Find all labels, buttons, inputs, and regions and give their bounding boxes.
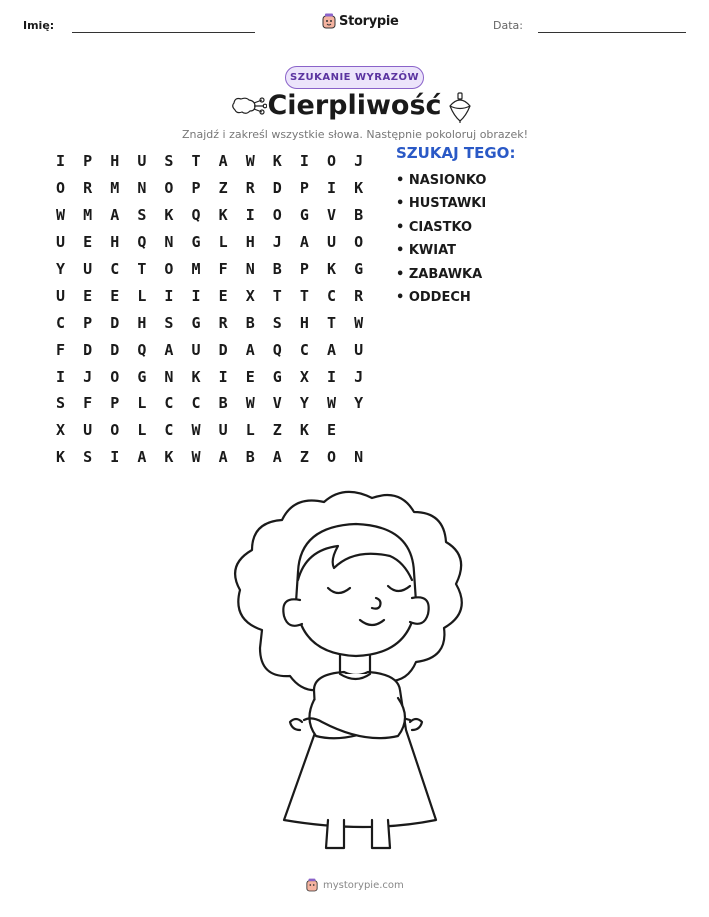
name-label: Imię: (23, 19, 55, 32)
grid-cell[interactable]: Q (272, 340, 282, 359)
grid-cell[interactable]: O (110, 367, 120, 386)
grid-cell[interactable]: J (83, 367, 93, 386)
grid-cell[interactable]: E (110, 286, 120, 305)
grid-cell[interactable]: V (272, 394, 282, 413)
grid-cell[interactable]: J (272, 233, 282, 252)
grid-cell[interactable]: Z (272, 421, 282, 440)
grid-cell[interactable]: D (218, 340, 228, 359)
grid-cell[interactable]: M (191, 260, 201, 278)
grid-cell[interactable]: C (164, 421, 174, 440)
storypie-logo-icon (322, 13, 336, 29)
word-item: • KWIAT (396, 243, 457, 259)
grid-cell[interactable]: B (245, 448, 255, 467)
grid-cell[interactable]: P (299, 179, 309, 198)
grid-cell[interactable]: I (164, 286, 174, 305)
grid-cell[interactable]: N (354, 448, 364, 467)
footer (306, 878, 404, 892)
grid-cell[interactable]: S (56, 394, 66, 413)
grid-cell[interactable]: D (272, 179, 282, 198)
grid-cell[interactable]: Y (299, 394, 309, 413)
grid-cell[interactable]: J (354, 152, 364, 171)
word-search-grid[interactable] (47, 148, 372, 471)
grid-cell[interactable]: K (191, 367, 201, 386)
grid-cell[interactable]: S (83, 448, 93, 467)
grid-cell[interactable]: X (56, 421, 66, 440)
grid-cell[interactable]: H (245, 233, 255, 252)
grid-cell[interactable]: A (272, 448, 282, 467)
grid-cell[interactable]: I (326, 179, 336, 198)
grid-cell[interactable]: E (245, 367, 255, 386)
grid-row (47, 336, 372, 363)
grid-row (47, 229, 372, 256)
grid-cell[interactable]: H (110, 152, 120, 171)
grid-cell[interactable]: F (56, 340, 66, 359)
grid-cell[interactable]: T (299, 286, 309, 305)
grid-cell[interactable]: P (83, 313, 93, 332)
grid-row (47, 390, 372, 417)
grid-cell[interactable]: J (354, 367, 364, 386)
grid-cell[interactable]: G (191, 233, 201, 252)
grid-cell[interactable]: Q (137, 233, 147, 252)
grid-cell[interactable]: L (218, 233, 228, 252)
grid-cell[interactable]: K (272, 152, 282, 171)
name-line[interactable] (72, 32, 255, 33)
grid-cell[interactable]: R (245, 179, 255, 198)
grid-cell[interactable]: A (326, 340, 336, 359)
grid-cell[interactable]: U (326, 233, 336, 252)
grid-cell[interactable]: I (191, 286, 201, 305)
grid-cell[interactable]: R (354, 286, 364, 305)
grid-cell[interactable]: K (164, 448, 174, 467)
grid-cell[interactable]: G (299, 206, 309, 225)
grid-cell[interactable]: L (137, 421, 147, 440)
grid-cell[interactable]: U (354, 340, 364, 359)
word-item: • HUSTAWKI (396, 196, 487, 212)
grid-cell[interactable]: F (83, 394, 93, 413)
grid-cell[interactable]: O (110, 421, 120, 440)
grid-cell[interactable]: I (56, 367, 66, 386)
grid-cell[interactable]: O (326, 448, 336, 467)
grid-row (47, 148, 372, 175)
instructions: Znajdź i zakreśl wszystkie słowa. Następnie pokoloruj obrazek! (182, 128, 528, 141)
grid-cell[interactable]: L (245, 421, 255, 440)
grid-cell[interactable]: S (164, 313, 174, 332)
grid-cell[interactable]: N (164, 233, 174, 252)
grid-cell[interactable]: K (56, 448, 66, 467)
grid-row (47, 202, 372, 229)
grid-cell[interactable]: L (137, 286, 147, 305)
grid-cell[interactable]: O (326, 152, 336, 171)
grid-row (47, 282, 372, 309)
grid-cell[interactable]: H (299, 313, 309, 332)
grid-cell[interactable]: S (137, 206, 147, 225)
grid-cell[interactable]: D (110, 313, 120, 332)
grid-row (47, 175, 372, 202)
grid-cell[interactable]: F (218, 260, 228, 278)
grid-cell[interactable]: I (299, 152, 309, 171)
wordlist-title: SZUKAJ TEGO: (396, 144, 516, 162)
grid-cell[interactable]: W (191, 448, 201, 467)
grid-cell[interactable]: G (354, 260, 364, 278)
grid-cell[interactable]: W (326, 394, 336, 413)
grid-cell[interactable]: G (137, 367, 147, 386)
grid-cell[interactable]: C (299, 340, 309, 359)
grid-cell[interactable]: W (245, 152, 255, 171)
grid-cell[interactable]: K (218, 206, 228, 225)
grid-cell[interactable]: G (191, 313, 201, 332)
footer-url[interactable]: mystorypie.com (323, 879, 404, 891)
grid-cell[interactable]: B (354, 206, 364, 225)
grid-cell[interactable]: X (299, 367, 309, 386)
grid-cell[interactable]: B (245, 313, 255, 332)
grid-cell[interactable]: C (191, 394, 201, 413)
grid-cell[interactable]: U (83, 260, 93, 278)
date-line[interactable] (538, 32, 686, 33)
grid-cell[interactable]: O (354, 233, 364, 252)
grid-cell[interactable]: W (354, 313, 364, 332)
grid-row (47, 417, 372, 444)
grid-cell[interactable]: N (164, 367, 174, 386)
grid-row (47, 256, 372, 283)
grid-cell[interactable]: E (326, 421, 336, 440)
date-label: Data: (493, 19, 523, 32)
grid-cell[interactable]: R (83, 179, 93, 198)
grid-cell[interactable]: A (299, 233, 309, 252)
grid-cell[interactable]: D (110, 340, 120, 359)
grid-cell[interactable]: O (164, 260, 174, 278)
grid-cell[interactable]: C (164, 394, 174, 413)
grid-cell[interactable]: X (245, 286, 255, 305)
grid-cell[interactable]: L (137, 394, 147, 413)
grid-cell[interactable]: M (83, 206, 93, 225)
grid-cell[interactable]: Z (299, 448, 309, 467)
grid-cell[interactable]: K (326, 260, 336, 278)
word-item: • ODDECH (396, 289, 471, 305)
grid-cell[interactable]: A (110, 206, 120, 225)
grid-cell[interactable]: I (110, 448, 120, 467)
grid-cell[interactable]: C (326, 286, 336, 305)
grid-cell[interactable]: M (110, 179, 120, 198)
grid-cell[interactable]: U (83, 421, 93, 440)
storypie-logo-icon (306, 878, 318, 892)
grid-cell[interactable]: H (110, 233, 120, 252)
grid-cell[interactable]: C (56, 313, 66, 332)
grid-cell[interactable]: W (56, 206, 66, 225)
grid-cell[interactable]: N (245, 260, 255, 278)
grid-cell[interactable]: C (110, 260, 120, 278)
grid-cell[interactable]: U (191, 340, 201, 359)
grid-cell[interactable]: E (83, 233, 93, 252)
word-item: • ZABAWKA (396, 266, 483, 282)
grid-cell[interactable]: O (164, 179, 174, 198)
grid-cell[interactable]: U (137, 152, 147, 171)
grid-cell[interactable]: R (218, 313, 228, 332)
grid-cell[interactable]: A (164, 340, 174, 359)
page-title: Cierpliwość (267, 90, 442, 121)
grid-cell[interactable]: S (164, 152, 174, 171)
grid-cell[interactable]: W (191, 421, 201, 440)
grid-cell[interactable]: T (191, 152, 201, 171)
grid-cell[interactable]: I (218, 367, 228, 386)
grid-cell[interactable]: P (110, 394, 120, 413)
grid-cell[interactable]: P (191, 179, 201, 198)
grid-cell[interactable]: K (354, 179, 364, 198)
grid-cell[interactable]: K (164, 206, 174, 225)
grid-cell[interactable]: P (83, 152, 93, 171)
word-item: • CIASTKO (396, 219, 473, 235)
grid-cell[interactable]: P (299, 260, 309, 278)
grid-cell[interactable]: Q (191, 206, 201, 225)
grid-cell[interactable]: Y (56, 260, 66, 278)
grid-cell[interactable]: H (137, 313, 147, 332)
grid-row (47, 444, 372, 471)
grid-cell[interactable]: O (272, 206, 282, 225)
grid-cell[interactable]: A (218, 152, 228, 171)
grid-row (47, 309, 372, 336)
grid-cell[interactable]: T (272, 286, 282, 305)
grid-cell[interactable]: I (326, 367, 336, 386)
grid-cell[interactable]: W (245, 394, 255, 413)
brand-logo (322, 13, 399, 29)
grid-cell[interactable]: B (272, 260, 282, 278)
grid-cell[interactable]: E (83, 286, 93, 305)
grid-row (47, 363, 372, 390)
grid-cell[interactable]: I (56, 152, 66, 171)
grid-cell[interactable]: Z (218, 179, 228, 198)
girl-crossed-arms-illustration (210, 490, 500, 852)
grid-cell[interactable]: Y (354, 394, 364, 413)
grid-cell[interactable]: Q (137, 340, 147, 359)
word-item: • NASIONKO (396, 173, 487, 188)
spinning-top-icon (446, 92, 474, 124)
brand-name: Storypie (339, 13, 399, 29)
grid-cell[interactable]: O (56, 179, 66, 198)
grid-cell[interactable]: A (218, 448, 228, 467)
grid-cell[interactable]: I (245, 206, 255, 225)
grid-cell[interactable]: U (218, 421, 228, 440)
grid-cell[interactable]: K (299, 421, 309, 440)
grid-cell[interactable]: A (245, 340, 255, 359)
word-list (396, 170, 486, 310)
grid-cell[interactable]: U (56, 286, 66, 305)
grid-cell[interactable]: A (137, 448, 147, 467)
activity-badge: SZUKANIE WYRAZÓW (285, 66, 424, 89)
grid-cell[interactable]: S (272, 313, 282, 332)
grid-cell[interactable]: E (218, 286, 228, 305)
grid-cell[interactable]: D (83, 340, 93, 359)
grid-cell[interactable]: V (326, 206, 336, 225)
grid-cell[interactable]: N (137, 179, 147, 198)
grid-cell[interactable]: T (326, 313, 336, 332)
grid-cell[interactable]: T (137, 260, 147, 278)
grid-cell[interactable]: U (56, 233, 66, 252)
grid-cell[interactable]: G (272, 367, 282, 386)
grid-cell[interactable]: B (218, 394, 228, 413)
